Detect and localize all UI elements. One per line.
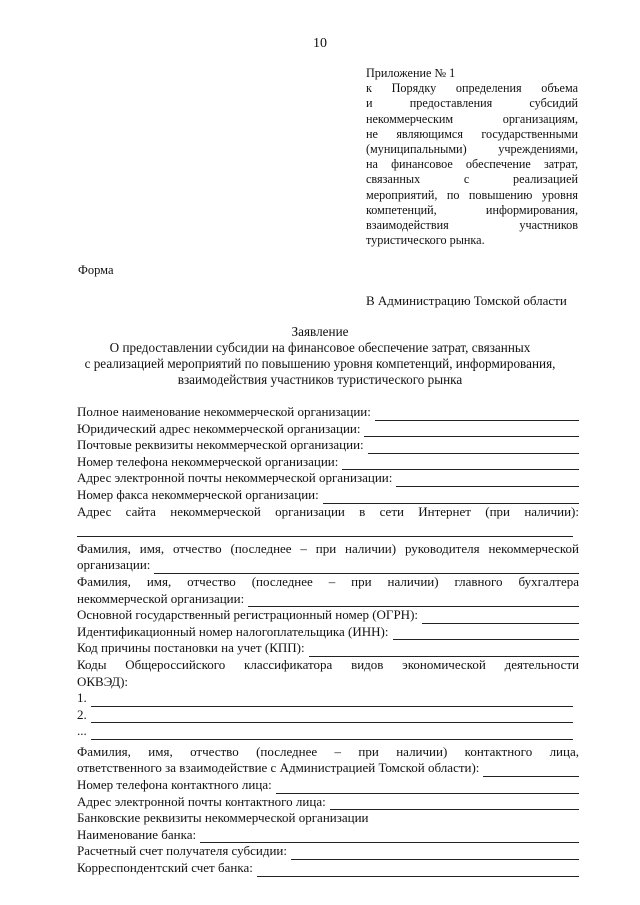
title-line: с реализацией мероприятий по повышению уровня компетенций, информирования, bbox=[84, 356, 556, 371]
field-label: ответственного за взаимодействие с Администрацией Томской области): bbox=[77, 760, 480, 776]
field-head[interactable] bbox=[77, 557, 579, 574]
fill-line[interactable] bbox=[375, 408, 579, 421]
appendix-line: к Порядку определения объема bbox=[366, 81, 578, 96]
field-contact-email[interactable] bbox=[77, 794, 579, 811]
field-contact[interactable] bbox=[77, 760, 579, 777]
fill-line[interactable] bbox=[396, 474, 579, 487]
page-number: 10 bbox=[313, 36, 327, 51]
fill-line[interactable] bbox=[330, 797, 579, 810]
appendix-block bbox=[366, 66, 578, 248]
field-kpp[interactable] bbox=[77, 640, 579, 657]
appendix-line: (муниципальными) учреждениями, bbox=[366, 141, 578, 156]
field-label: ... bbox=[77, 723, 87, 739]
field-label: Адрес электронной почты контактного лица: bbox=[77, 793, 326, 809]
field-full-name[interactable] bbox=[77, 404, 579, 421]
fill-line[interactable] bbox=[248, 594, 579, 607]
field-label: Основной государственный регистрационный номер (ОГРН): bbox=[77, 607, 419, 623]
fill-line[interactable] bbox=[91, 727, 573, 740]
field-accountant[interactable] bbox=[77, 591, 579, 608]
field-okved-1[interactable] bbox=[77, 690, 579, 707]
appendix-line: компетенций, информирования, bbox=[366, 202, 578, 217]
fill-line[interactable] bbox=[342, 457, 579, 470]
appendix-line: некоммерческим организациям, bbox=[366, 111, 578, 126]
field-label: Номер факса некоммерческой организации: bbox=[77, 486, 319, 502]
field-label: Наименование банка: bbox=[77, 826, 197, 842]
field-label: Расчетный счет получателя субсидии: bbox=[77, 843, 287, 859]
field-label: Код причины постановки на учет (КПП): bbox=[77, 640, 305, 656]
field-label: 1. bbox=[77, 690, 87, 706]
field-email[interactable] bbox=[77, 470, 579, 487]
appendix-line: и предоставления субсидий bbox=[366, 96, 578, 111]
field-label: некоммерческой организации: bbox=[77, 590, 245, 606]
section-label: Банковские реквизиты некоммерческой организации bbox=[77, 810, 369, 826]
field-accountant-label: Фамилия, имя, отчество (последнее – при наличии) главного бухгалтера bbox=[77, 573, 579, 589]
field-label: Почтовые реквизиты некоммерческой организации: bbox=[77, 437, 364, 453]
field-bank-name[interactable] bbox=[77, 827, 579, 844]
appendix-line: туристического рынка. bbox=[366, 233, 485, 248]
field-label: 2. bbox=[77, 706, 87, 722]
appendix-line: взаимодействия участников bbox=[366, 217, 578, 232]
field-fax[interactable] bbox=[77, 487, 579, 504]
field-contact-phone[interactable] bbox=[77, 777, 579, 794]
appendix-line: связанных с реализацией bbox=[366, 172, 578, 187]
appendix-line: мероприятий, по повышению уровня bbox=[366, 187, 578, 202]
fill-line[interactable] bbox=[368, 441, 579, 454]
field-label: Полное наименование некоммерческой организации: bbox=[77, 404, 371, 419]
appendix-line: на финансовое обеспечение затрат, bbox=[366, 157, 578, 172]
field-legal-address[interactable] bbox=[77, 421, 579, 438]
fill-line[interactable] bbox=[200, 830, 579, 843]
bank-details-heading bbox=[77, 810, 579, 827]
fill-line[interactable] bbox=[323, 491, 579, 504]
document-title bbox=[0, 324, 640, 388]
fill-line[interactable] bbox=[91, 694, 573, 707]
appendix-line: не являющимся государственными bbox=[366, 126, 578, 141]
field-inn[interactable] bbox=[77, 624, 579, 641]
addressee: В Администрацию Томской области bbox=[366, 293, 567, 308]
fill-line[interactable] bbox=[257, 864, 579, 877]
fill-line[interactable] bbox=[309, 644, 579, 657]
field-postal[interactable] bbox=[77, 437, 579, 454]
fill-line[interactable] bbox=[422, 611, 579, 624]
fill-line[interactable] bbox=[291, 847, 579, 860]
field-label: Номер телефона контактного лица: bbox=[77, 777, 272, 793]
title-heading: Заявление bbox=[291, 324, 349, 339]
title-line: взаимодействия участников туристического рынка bbox=[177, 372, 463, 387]
field-contact-label: Фамилия, имя, отчество (последнее – при наличии) контактного лица, bbox=[77, 743, 579, 759]
field-okved-label-end bbox=[77, 674, 579, 691]
field-head-label: Фамилия, имя, отчество (последнее – при наличии) руководителя некоммерческой bbox=[77, 540, 579, 556]
field-phone[interactable] bbox=[77, 454, 579, 471]
field-okved-2[interactable] bbox=[77, 707, 579, 724]
fill-line[interactable] bbox=[276, 781, 579, 794]
field-ogrn[interactable] bbox=[77, 607, 579, 624]
field-okved-label: Коды Общероссийского классификатора видов экономической деятельности bbox=[77, 656, 579, 672]
fill-line[interactable] bbox=[483, 764, 579, 777]
field-account[interactable] bbox=[77, 843, 579, 860]
field-website-label: Адрес сайта некоммерческой организации в сети Интернет (при наличии): bbox=[77, 503, 579, 519]
application-fields bbox=[77, 404, 579, 877]
field-label: Номер телефона некоммерческой организации: bbox=[77, 453, 339, 469]
field-okved-more[interactable] bbox=[77, 723, 579, 740]
field-label: Адрес электронной почты некоммерческой организации: bbox=[77, 470, 393, 486]
field-label: Идентификационный номер налогоплательщика (ИНН): bbox=[77, 623, 389, 639]
field-label: Корреспондентский счет банка: bbox=[77, 860, 253, 876]
fill-line[interactable] bbox=[364, 424, 579, 437]
appendix-line: Приложение № 1 bbox=[366, 66, 456, 80]
form-label: Форма bbox=[78, 263, 114, 277]
field-website[interactable] bbox=[77, 520, 579, 537]
fill-line[interactable] bbox=[154, 561, 579, 574]
field-label: организации: bbox=[77, 557, 151, 573]
fill-line[interactable] bbox=[77, 524, 573, 537]
field-corr-account[interactable] bbox=[77, 860, 579, 877]
title-line: О предоставлении субсидии на финансовое обеспечение затрат, связанных bbox=[109, 340, 531, 355]
fill-line[interactable] bbox=[393, 627, 580, 640]
fill-line[interactable] bbox=[91, 710, 573, 723]
field-label: ОКВЭД): bbox=[77, 673, 129, 689]
field-label: Юридический адрес некоммерческой организации: bbox=[77, 420, 361, 436]
